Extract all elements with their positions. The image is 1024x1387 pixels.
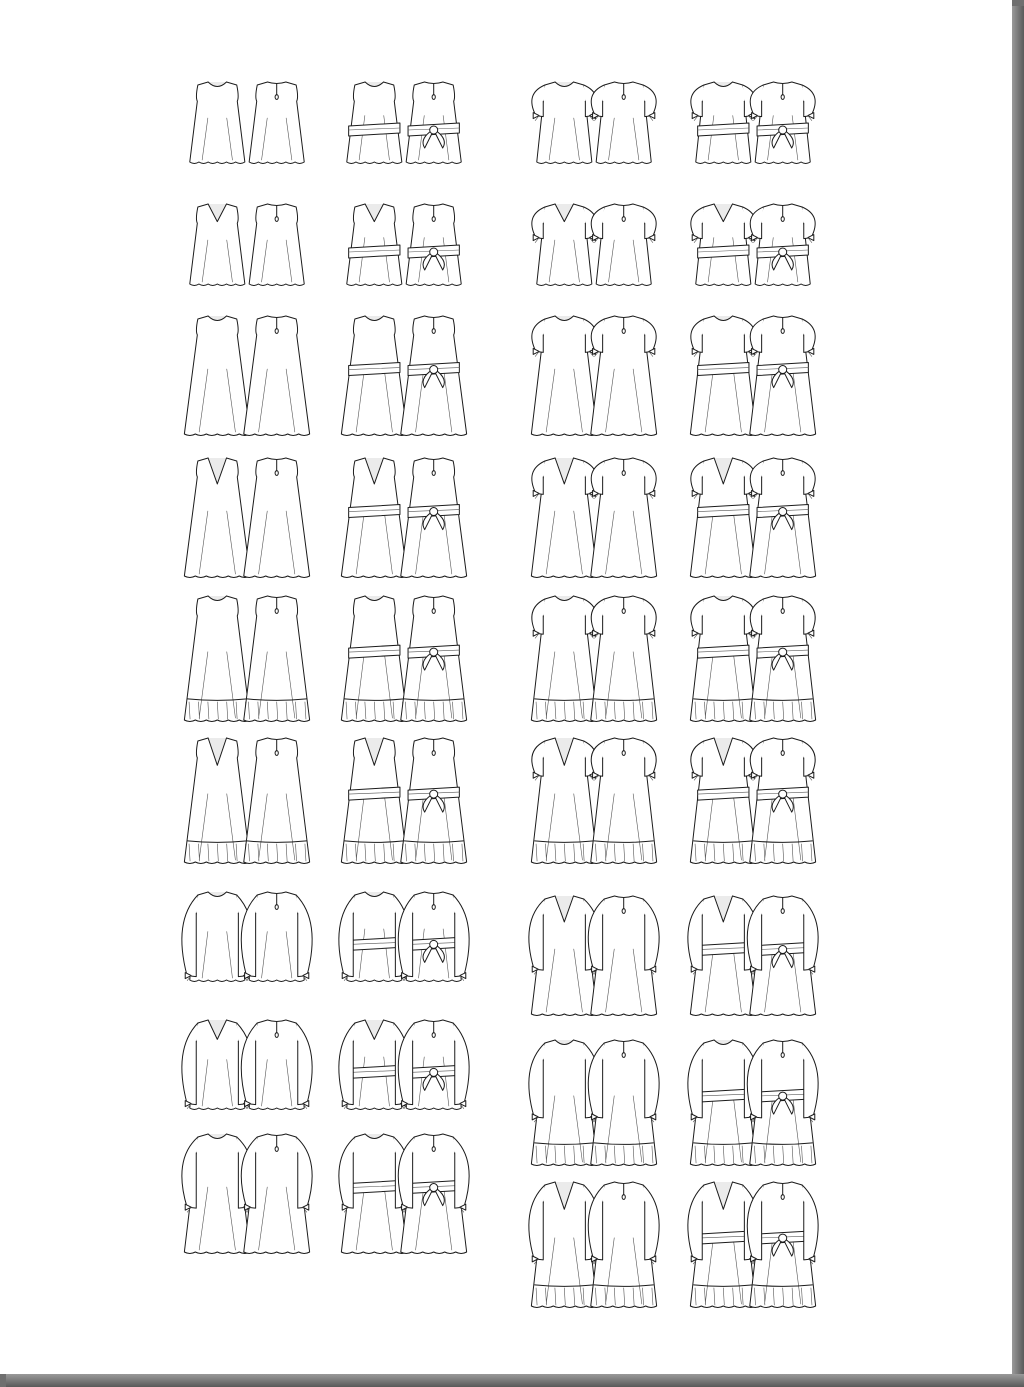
garment-pair-short-puff-sash-v-neck-dress (690, 458, 815, 578)
garment-pair-none-round-neck-ruffle-dress (184, 596, 309, 722)
garment-pair-long-puff-round-neck-dress (182, 1134, 312, 1254)
garment-pair-short-puff-v-neck-top (532, 204, 656, 286)
garment-pair-short-puff-round-neck-ruffle-dress (531, 596, 656, 722)
garment-pair-none-round-neck-dress (184, 316, 309, 436)
garment-pair-long-puff-sash-round-neck-ruffle-dress (688, 1040, 818, 1166)
garment-pair-long-puff-round-neck-top (182, 892, 312, 982)
garment-pair-long-puff-sash-round-neck-top (339, 892, 469, 982)
garment-pair-long-puff-sash-v-neck-ruffle-dress (688, 1182, 818, 1308)
garment-pair-short-puff-sash-v-neck-top (691, 204, 815, 286)
garment-pair-short-puff-round-neck-top (532, 82, 656, 164)
garment-pair-none-sash-round-neck-top (347, 82, 461, 164)
garment-pair-long-puff-sash-v-neck-dress (688, 896, 818, 1016)
garment-pair-long-puff-sash-v-neck-top (339, 1020, 469, 1110)
garment-pair-short-puff-round-neck-dress (531, 316, 656, 436)
garment-pair-long-puff-v-neck-top (182, 1020, 312, 1110)
garment-pair-long-puff-sash-round-neck-dress (339, 1134, 469, 1254)
garment-pair-short-puff-v-neck-dress (531, 458, 656, 578)
garment-pair-none-v-neck-dress (184, 458, 309, 578)
garment-pair-none-v-neck-top (190, 204, 304, 286)
garment-pair-short-puff-sash-round-neck-ruffle-dress (690, 596, 815, 722)
garment-pair-long-puff-v-neck-dress (529, 896, 659, 1016)
page-shadow-bottom (6, 1374, 1024, 1387)
garment-pair-none-sash-v-neck-dress (341, 458, 466, 578)
garment-pair-short-puff-sash-round-neck-top (691, 82, 815, 164)
garment-pair-long-puff-v-neck-ruffle-dress (529, 1182, 659, 1308)
page-shadow-right (1012, 6, 1024, 1387)
garment-pair-short-puff-sash-round-neck-dress (690, 316, 815, 436)
garment-pair-short-puff-v-neck-ruffle-dress (531, 738, 656, 864)
garment-pair-none-sash-v-neck-ruffle-dress (341, 738, 466, 864)
garment-pair-none-sash-v-neck-top (347, 204, 461, 286)
garment-pair-none-round-neck-top (190, 82, 304, 164)
garment-pair-none-v-neck-ruffle-dress (184, 738, 309, 864)
garment-pair-none-sash-round-neck-dress (341, 316, 466, 436)
garment-pair-none-sash-round-neck-ruffle-dress (341, 596, 466, 722)
garment-pair-long-puff-round-neck-ruffle-dress (529, 1040, 659, 1166)
garment-pair-short-puff-sash-v-neck-ruffle-dress (690, 738, 815, 864)
